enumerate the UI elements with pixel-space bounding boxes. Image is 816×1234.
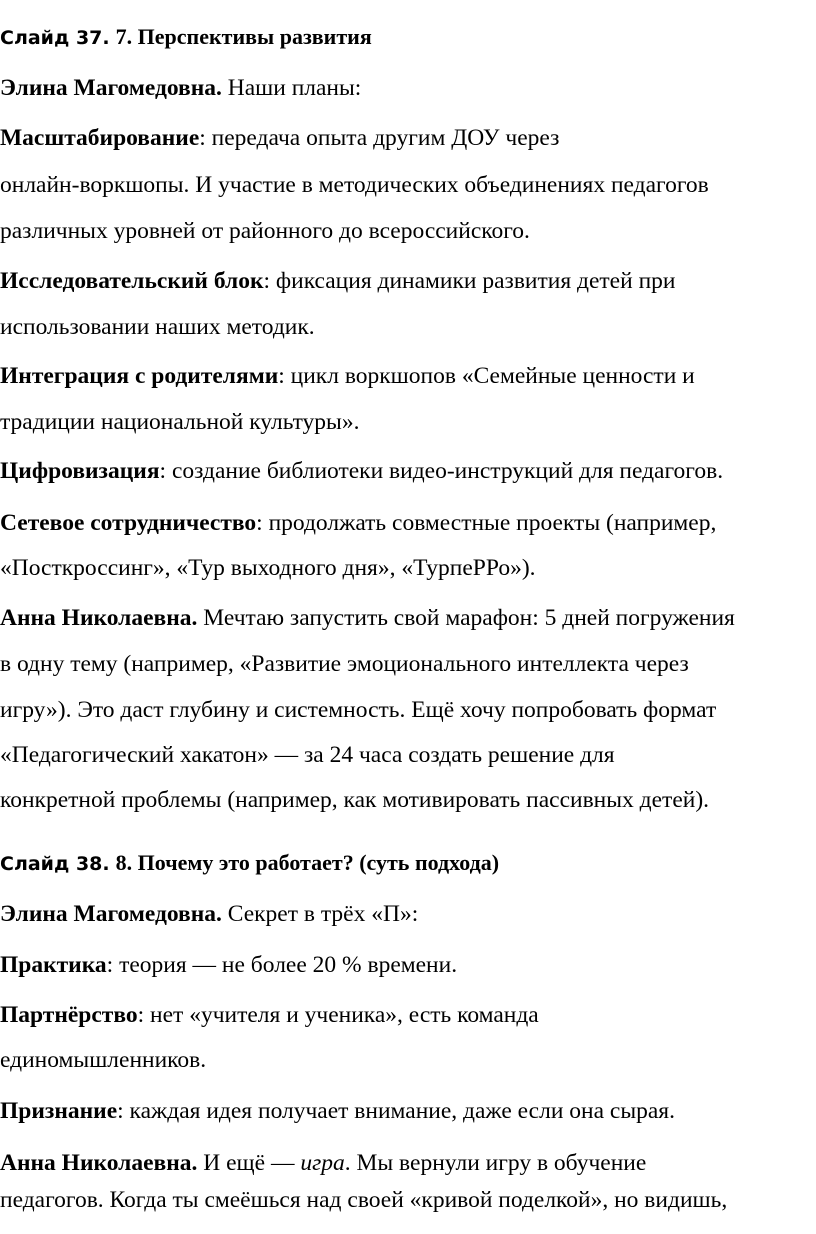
term: Интеграция с родителями xyxy=(0,363,279,389)
text-line: онлайн-воркшопы. И участие в методических объединениях педагогов xyxy=(0,172,709,198)
paragraph: Элина Магомедовна. Наши планы: xyxy=(0,75,362,101)
term: Признание xyxy=(0,1098,118,1124)
plan-item: Сетевое сотрудничество: продолжать совместные проекты (например, xyxy=(0,510,717,536)
slide-38-heading xyxy=(0,848,499,879)
paragraph: Элина Магомедовна. Секрет в трёх «П»: xyxy=(0,901,419,927)
term: Практика xyxy=(0,952,107,978)
term: Исследовательский блок xyxy=(0,268,264,294)
slide-number: Слайд 38. xyxy=(0,853,110,875)
term: Партнёрство xyxy=(0,1002,138,1028)
paragraph: Анна Николаевна. И ещё — игра. Мы вернули игру в обучение xyxy=(0,1150,647,1176)
text-line: использовании наших методик. xyxy=(0,314,315,340)
text-line: «Педагогический хакатон» — за 24 часа создать решение для xyxy=(0,742,615,768)
text-line: «Посткроссинг», «Тур выходного дня», «ТурпеРРо»). xyxy=(0,555,536,581)
text-line: игру»). Это даст глубину и системность. Ещё хочу попробовать формат xyxy=(0,697,717,723)
plan-item: Исследовательский блок: фиксация динамики развития детей при xyxy=(0,268,676,294)
text-line: конкретной проблемы (например, как мотивировать пассивных детей). xyxy=(0,787,710,813)
text-line: в одну тему (например, «Развитие эмоционального интеллекта через xyxy=(0,651,689,677)
slide-title: 8. Почему это работает? (суть подхода) xyxy=(115,850,500,875)
principle-item: Практика: теория — не более 20 % времени. xyxy=(0,952,458,978)
term: Масштабирование xyxy=(0,125,200,151)
speaker-name: Анна Николаевна. xyxy=(0,605,198,631)
speaker-name: Элина Магомедовна. xyxy=(0,901,222,927)
plan-item: Масштабирование: передача опыта другим ДОУ через xyxy=(0,125,560,151)
slide-title: 7. Перспективы развития xyxy=(115,24,372,49)
slide-37-heading xyxy=(0,22,372,53)
paragraph: Анна Николаевна. Мечтаю запустить свой марафон: 5 дней погружения xyxy=(0,605,735,631)
term: Сетевое сотрудничество xyxy=(0,510,257,536)
speaker-name: Анна Николаевна. xyxy=(0,1150,198,1176)
principle-item: Признание: каждая идея получает внимание, даже если она сырая. xyxy=(0,1098,675,1124)
text-line: традиции национальной культуры». xyxy=(0,409,360,435)
slide-number: Слайд 37. xyxy=(0,27,110,49)
term: Цифровизация xyxy=(0,458,160,484)
emphasis: игра xyxy=(300,1150,345,1176)
plan-item: Цифровизация: создание библиотеки видео-инструкций для педагогов. xyxy=(0,458,724,484)
text-line: педагогов. Когда ты смеёшься над своей «кривой поделкой», но видишь, xyxy=(0,1187,728,1213)
speaker-name: Элина Магомедовна. xyxy=(0,75,222,101)
principle-item: Партнёрство: нет «учителя и ученика», есть команда xyxy=(0,1002,539,1028)
text-line: единомышленников. xyxy=(0,1047,207,1073)
text-line: различных уровней от районного до всероссийского. xyxy=(0,218,530,244)
plan-item: Интеграция с родителями: цикл воркшопов «Семейные ценности и xyxy=(0,363,695,389)
